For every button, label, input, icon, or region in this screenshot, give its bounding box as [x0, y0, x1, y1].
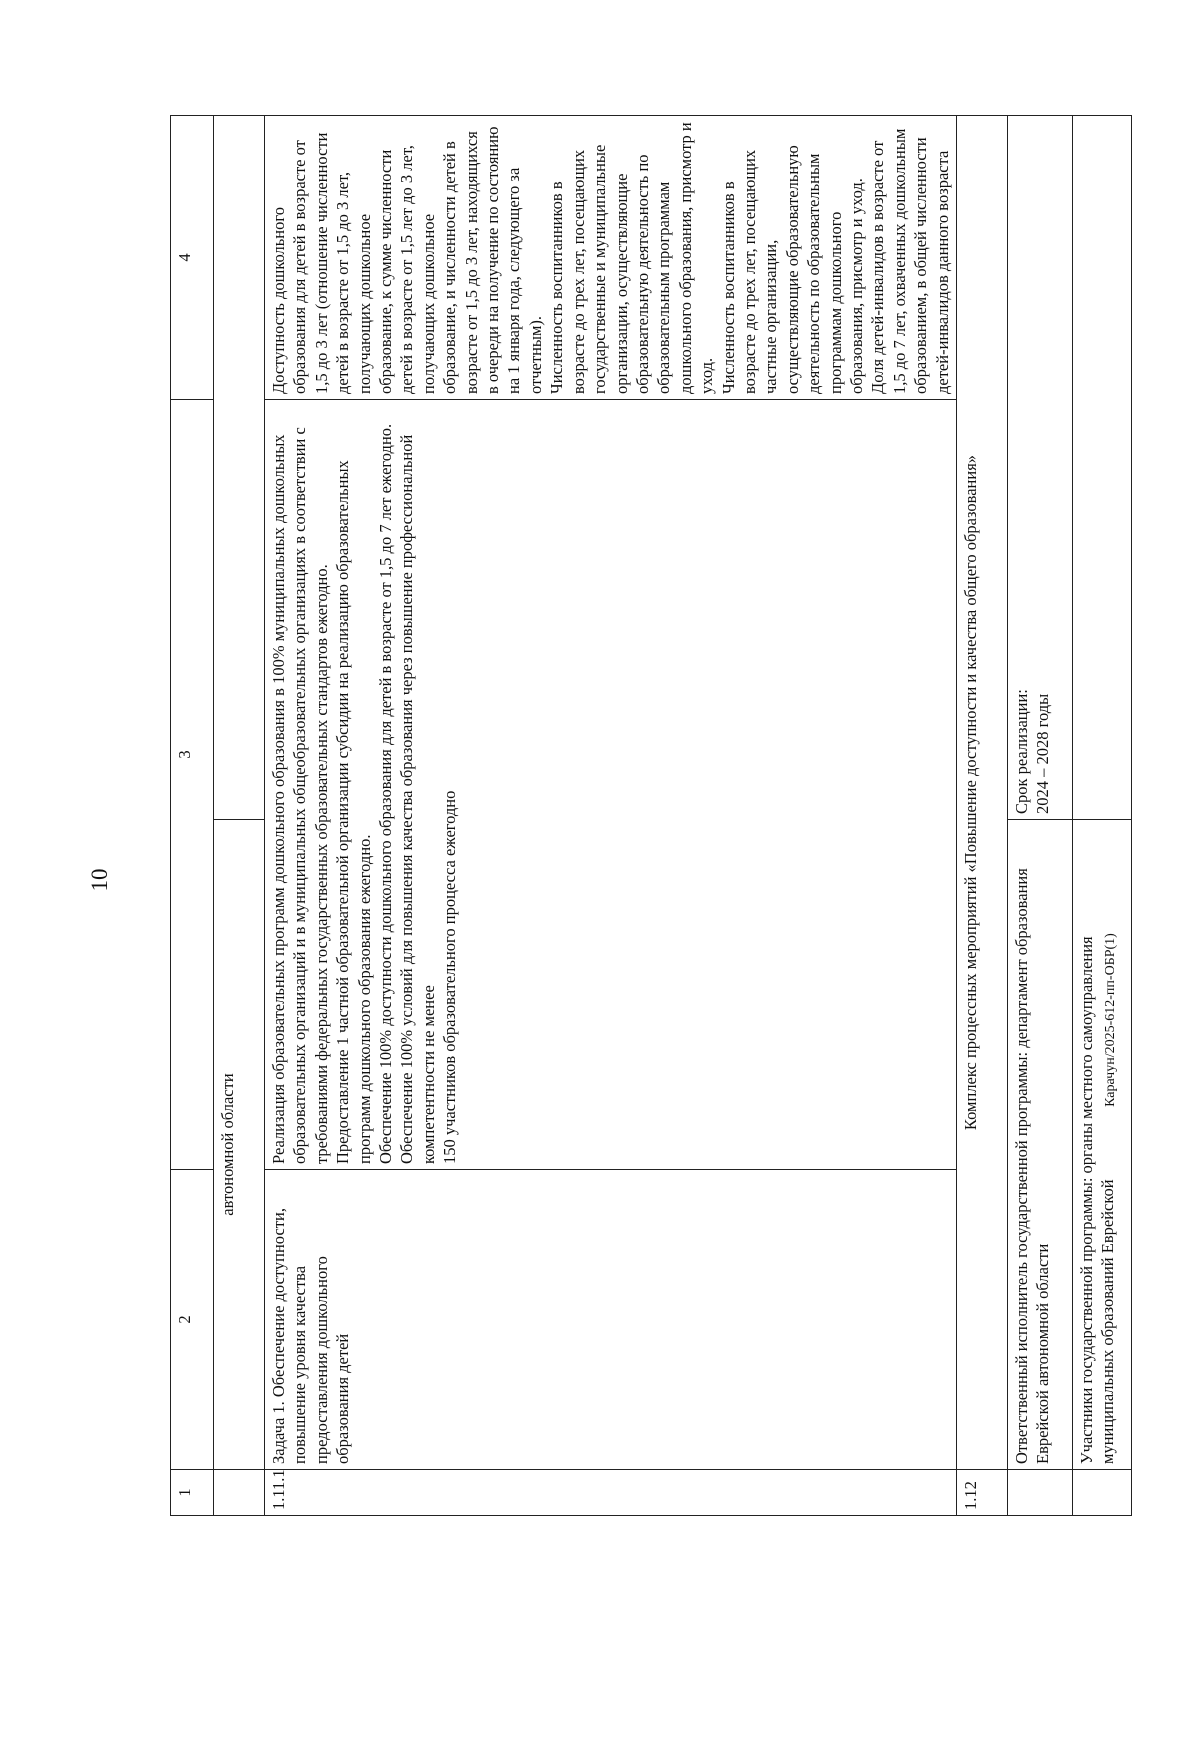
header-col-4: 4: [171, 116, 214, 400]
result-item: Предоставление 1 частной образовательной организации субсидии на реализацию образовательных программ дошкольного образования ежегодно.: [333, 460, 374, 1164]
task-cell: Задача 1. Обеспечение доступности, повышение уровня качества предоставления дошкольного образования детей: [265, 1170, 957, 1470]
results-cell: [265, 400, 957, 1170]
page-number: 10: [87, 868, 112, 892]
responsible-row: [1008, 116, 1073, 1516]
empty-cell: [1008, 1470, 1073, 1516]
indicator-item: Доля детей-инвалидов в возрасте от 1,5 до 7 лет, охваченных дошкольным образованием, в общей численности детей-инвалидов данного возраста: [868, 128, 952, 394]
responsible-executor: Ответственный исполнитель государственной программы: департамент образования Еврейской автономной области: [1008, 820, 1073, 1470]
indicator-item: Численность воспитанников в возрасте до трех лет, посещающих частные организации, осуществляющие образовательную деятельность по образовательным программам дошкольного образования, присмотр и уход.: [718, 145, 866, 394]
header-col-1: 1: [171, 1470, 214, 1516]
document-code: Карачун/2025-612-пп-ОБР(1): [1103, 933, 1118, 1107]
participants-row: [1073, 116, 1132, 1516]
result-item: Обеспечение 100% доступности дошкольного образования для детей в возрасте от 1,5 до 7 лет ежегодно.: [376, 423, 396, 1164]
result-item: Обеспечение 100% условий для повышения качества образования через повышение профессиональной компетентности не менее: [397, 434, 438, 1164]
indicator-item: Численность воспитанников в возрасте до трех лет, посещающих государственные и муниципальные организации, осуществляющие образовательную деятельность по образовательным программам дошкольного образования, присмотр и уход.: [547, 122, 717, 394]
indicator-item: Доступность дошкольного образования для детей в возрасте от 1,5 до 3 лет (отношение численности детей в возрасте от 1,5 до 3 лет, получающих дошкольное образование, к сумме численности детей в возрасте от 1,5 лет до 3 лет, получающих дошкольное образование, и численности детей в возрасте от 1,5 до 3 лет, находящихся в очереди на получение по состоянию на 1 января года, следующего за отчетным).: [269, 126, 545, 394]
empty-cell: [214, 116, 265, 820]
region-continuation-cell: автономной области: [214, 820, 265, 1470]
result-item: 150 участников образовательного процесса ежегодно: [440, 790, 460, 1164]
empty-cell: [214, 1470, 265, 1516]
empty-cell: [1073, 116, 1132, 820]
region-continuation-row: [214, 116, 265, 1516]
participants-cell: Участники государственной программы: органы местного самоуправления муниципальных образований Еврейской: [1073, 820, 1132, 1470]
header-col-3-label: 3: [175, 750, 194, 759]
table-row-1-11-1: [265, 116, 957, 1516]
header-col-3: [171, 400, 214, 1170]
table-row-1-12: [957, 116, 1008, 1516]
empty-cell: [1073, 1470, 1132, 1516]
row-number: 1.11.1: [265, 1470, 957, 1516]
result-item: Реализация образовательных программ дошкольного образования в 100% муниципальных дошкольных образовательных организаций и в муниципальных общеобразовательных организациях в соответствии с требованиями федеральных государственных образовательных стандартов ежегодно.: [269, 427, 331, 1164]
row-number: 1.12: [957, 1470, 1008, 1516]
term-cell: Срок реализации: 2024 – 2028 годы: [1008, 116, 1073, 820]
header-col-2: 2: [171, 1170, 214, 1470]
program-table: [170, 115, 1132, 1516]
header-row: [171, 116, 214, 1516]
indicators-cell: [265, 116, 957, 400]
section-title: Комплекс процессных мероприятий «Повышение доступности и качества общего образования»: [957, 116, 1008, 1470]
